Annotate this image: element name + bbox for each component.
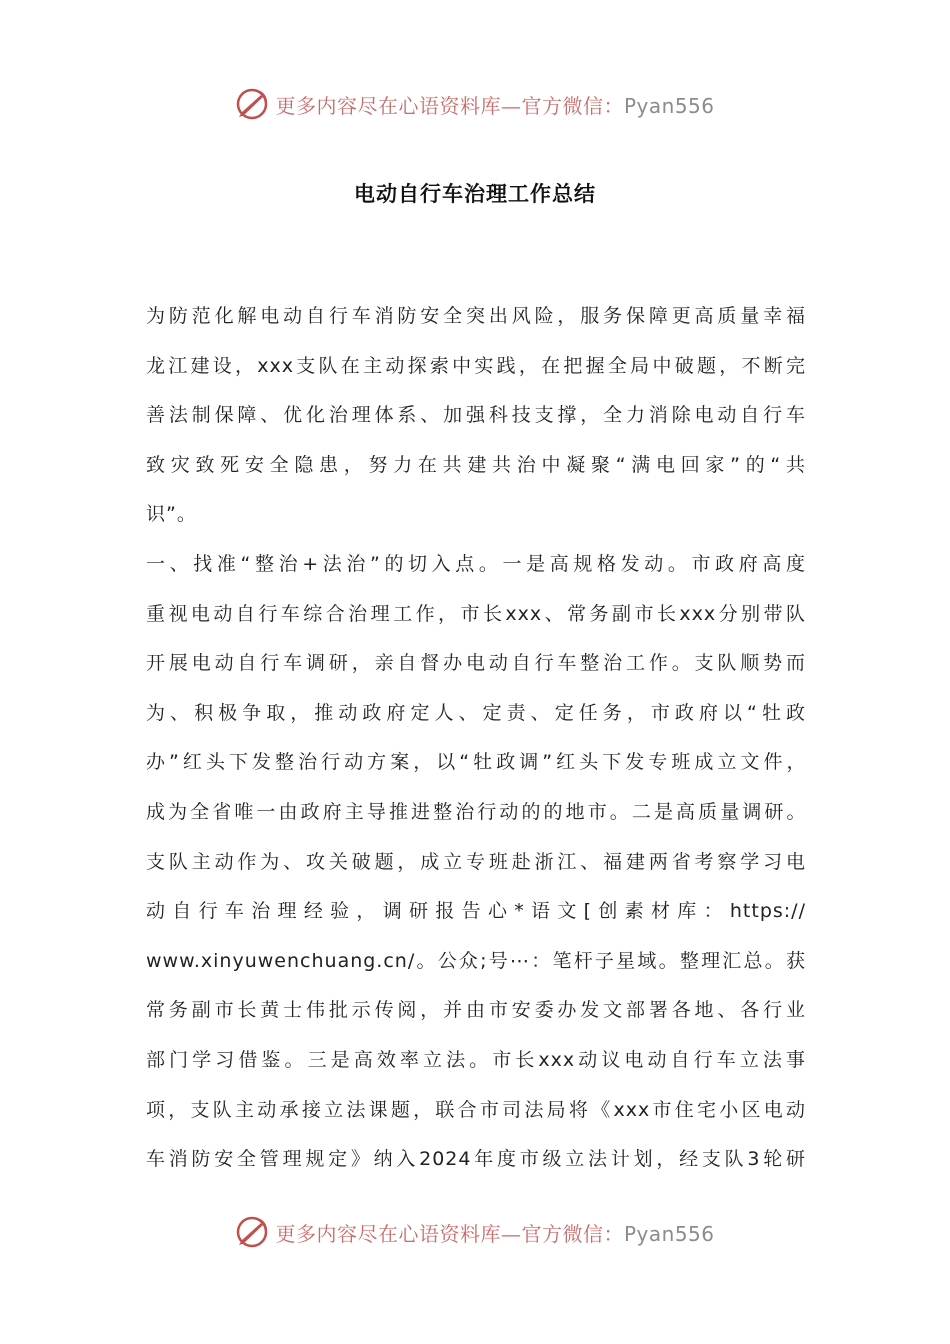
body-line: 善法制保障、优化治理体系、加强科技支撑，全力消除电动自行车: [146, 404, 806, 427]
banner-text: [275, 1218, 714, 1247]
document-body: [146, 292, 806, 1185]
body-line: 重视电动自行车综合治理工作，市长xxx、常务副市长xxx分别带队: [146, 602, 806, 625]
body-line: 一、找准“整治+法治”的切入点。一是高规格发动。市政府高度: [146, 552, 806, 575]
body-line: 为、积极争取，推动政府定人、定责、定任务，市政府以“牡政: [146, 701, 806, 724]
body-line: 车消防安全管理规定》纳入2024年度市级立法计划，经支队3轮研: [146, 1148, 806, 1171]
body-line: 部门学习借鉴。三是高效率立法。市长xxx动议电动自行车立法事: [146, 1048, 806, 1071]
body-line: 为防范化解电动自行车消防安全突出风险，服务保障更高质量幸福: [146, 305, 806, 327]
document-title: 电动自行车治理工作总结: [354, 182, 596, 206]
banner-wechat-id: Pyan556: [623, 93, 715, 118]
pen-logo-icon: [235, 87, 269, 121]
body-line: 致灾致死安全隐患，努力在共建共治中凝聚“满电回家”的“共: [146, 453, 806, 476]
banner-label: 更多内容尽在心语资料库—官方微信：: [275, 1221, 624, 1246]
banner-text: [275, 90, 714, 119]
body-line: 支队主动作为、攻关破题，成立专班赴浙江、福建两省考察学习电: [146, 850, 806, 873]
body-line: 动自行车治理经验，调研报告心*语文[创素材库：https://: [146, 900, 806, 923]
body-line: 项，支队主动承接立法课题，联合市司法局将《xxx市住宅小区电动: [146, 1098, 806, 1121]
body-line: 龙江建设，xxx支队在主动探索中实践，在把握全局中破题，不断完: [146, 354, 806, 377]
banner-label: 更多内容尽在心语资料库—官方微信：: [275, 93, 624, 118]
pen-logo-icon: [235, 1215, 269, 1249]
footer-watermark-banner: [0, 1208, 950, 1256]
body-line: 成为全省唯一由政府主导推进整治行动的的地市。二是高质量调研。: [146, 800, 806, 823]
body-line: www.xinyuwenchuang.cn/。公众;号⋯：笔杆子星域。整理汇总。获: [146, 949, 806, 972]
body-line: 开展电动自行车调研，亲自督办电动自行车整治工作。支队顺势而: [146, 652, 806, 675]
banner-wechat-id: Pyan556: [623, 1221, 715, 1246]
body-line: 办”红头下发整治行动方案，以“牡政调”红头下发专班成立文件，: [146, 751, 806, 774]
body-line: 常务副市长黄士伟批示传阅，并由市安委办发文部署各地、各行业: [146, 999, 806, 1022]
header-watermark-banner: [0, 80, 950, 128]
body-line: 识”。: [146, 503, 197, 526]
